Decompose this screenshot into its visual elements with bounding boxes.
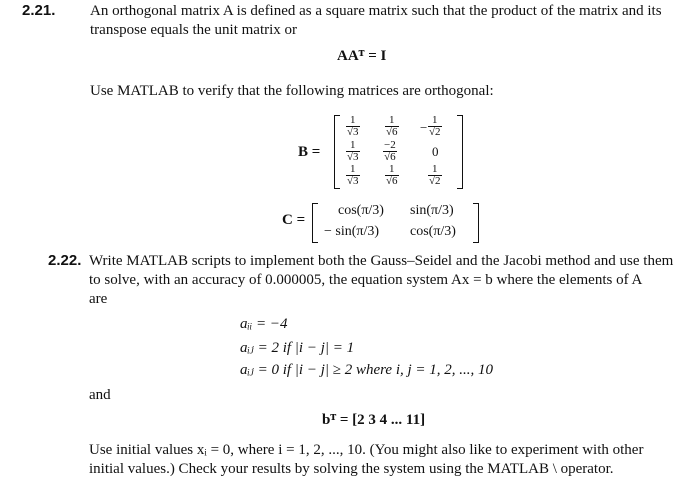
- matrix-b-cell: $\frac{-2}{√6}$: [384, 139, 396, 163]
- problem-2-21-line-2: transpose equals the unit matrix or: [90, 22, 298, 38]
- matrix-c-left-bracket: [312, 203, 318, 243]
- matrix-b-left-bracket: [334, 115, 340, 189]
- matrix-c-cell: cos(π/3): [410, 224, 456, 239]
- condition-other: aᵢⱼ = 0 if |i − j| ≥ 2 where i, j = 1, 2, ..., 10: [240, 362, 494, 378]
- problem-2-22-line-2: to solve, with an accuracy of 0.000005, the equation system Ax = b where the elements of A: [89, 272, 643, 288]
- matrix-c-right-bracket: [473, 203, 479, 243]
- matrix-c-label: C =: [282, 212, 306, 228]
- problem-2-22-number: 2.22.: [48, 252, 82, 269]
- and-text: and: [89, 387, 111, 403]
- problem-2-21-line-1: An orthogonal matrix A is defined as a square matrix such that the product of the matrix and its: [90, 3, 662, 19]
- problem-2-21-instruction: Use MATLAB to verify that the following matrices are orthogonal:: [90, 83, 494, 99]
- problem-2-22-line-1: Write MATLAB scripts to implement both the Gauss–Seidel and the Jacobi method and use them: [89, 253, 674, 269]
- matrix-b-cell: $\frac{1}{√6}$: [386, 163, 398, 187]
- matrix-b-cell: $\frac{1}{√2}$: [429, 163, 441, 187]
- condition-adjacent: aᵢⱼ = 2 if |i − j| = 1: [240, 340, 355, 356]
- problem-2-22-line-3: are: [89, 291, 108, 307]
- problem-2-21-number: 2.21.: [22, 2, 56, 19]
- matrix-b-cell: $\frac{1}{√6}$: [386, 114, 398, 138]
- matrix-b-cell: $\frac{1}{√3}$: [347, 139, 359, 163]
- matrix-c-cell: − sin(π/3): [324, 224, 380, 239]
- matrix-b-label: B =: [298, 144, 321, 160]
- matrix-b-minus-sign: −: [420, 120, 428, 135]
- orthogonality-equation: AAᵀ = I: [337, 48, 387, 64]
- matrix-b-cell: 0: [432, 144, 439, 159]
- matrix-b-cell: $\frac{1}{√3}$: [347, 114, 359, 138]
- matrix-b-right-bracket: [457, 115, 463, 189]
- condition-diagonal: aᵢᵢ = −4: [240, 316, 288, 332]
- b-vector-equation: bᵀ = [2 3 4 ... 11]: [322, 412, 426, 428]
- matrix-c-cell: sin(π/3): [410, 203, 454, 218]
- matrix-b-cell: $\frac{1}{√2}$: [429, 114, 441, 138]
- closing-line-2: initial values.) Check your results by solving the system using the MATLAB \ operator.: [89, 461, 614, 477]
- matrix-c-cell: cos(π/3): [338, 203, 384, 218]
- matrix-b-cell: $\frac{1}{√3}$: [347, 163, 359, 187]
- closing-line-1: Use initial values xᵢ = 0, where i = 1, 2, ..., 10. (You might also like to experiment with other: [89, 442, 644, 458]
